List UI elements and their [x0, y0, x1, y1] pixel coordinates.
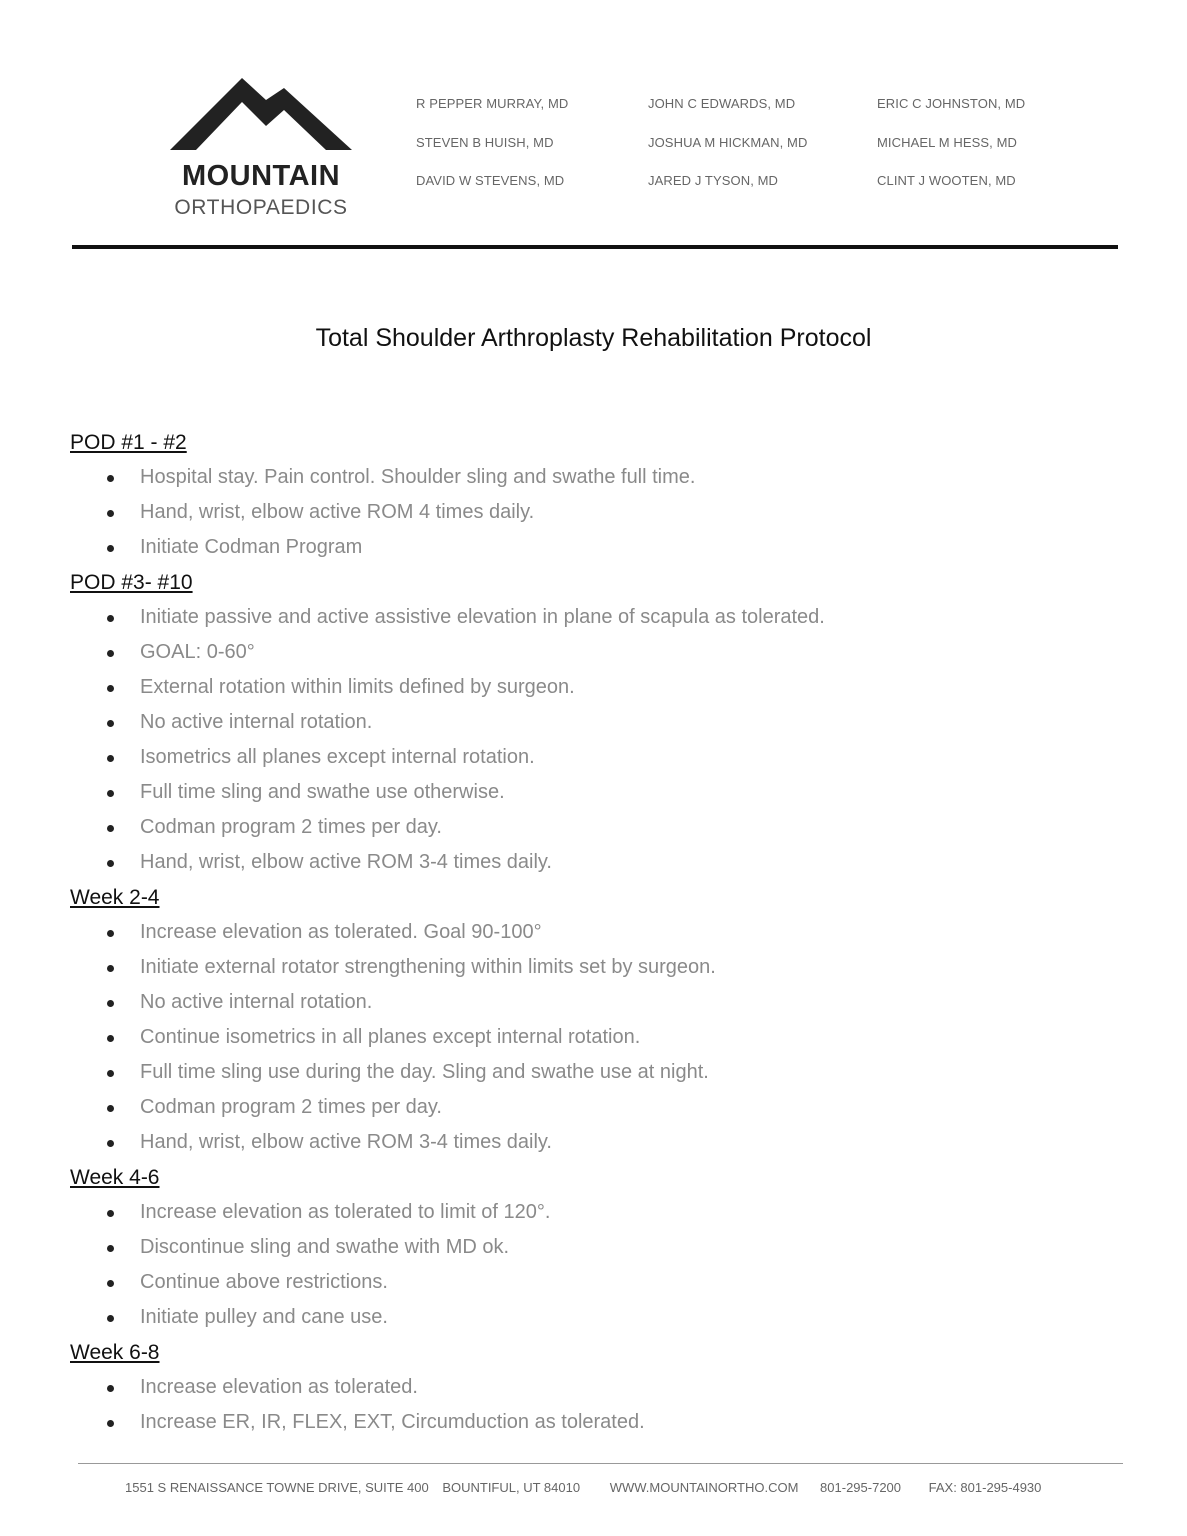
bullet-icon [107, 1140, 114, 1147]
list-item [70, 915, 1130, 950]
footer-address: 1551 S RENAISSANCE TOWNE DRIVE, SUITE 400 [125, 1480, 429, 1495]
list-item [70, 1370, 1130, 1405]
section-heading: POD #1 - #2 [70, 431, 187, 454]
bullet-icon [107, 1420, 114, 1427]
list-item [70, 950, 1130, 985]
list-item-text: Increase ER, IR, FLEX, EXT, Circumduction as tolerated. [140, 1411, 645, 1433]
physician-name: ERIC C JOHNSTON, MD [877, 96, 1026, 111]
physician-name: DAVID W STEVENS, MD [416, 173, 565, 188]
bullet-icon [107, 1035, 114, 1042]
list-item [70, 1300, 1130, 1335]
footer-phone: 801-295-7200 [820, 1480, 902, 1495]
list-item-text: Increase elevation as tolerated. Goal 90-100° [140, 921, 542, 943]
list-item [70, 530, 1130, 565]
document-title: Total Shoulder Arthroplasty Rehabilitation Protocol [315, 324, 872, 352]
list-item-text: Initiate pulley and cane use. [140, 1306, 388, 1328]
bullet-icon [107, 1070, 114, 1077]
list-item-text: Continue isometrics in all planes except internal rotation. [140, 1026, 641, 1048]
bullet-icon [107, 825, 114, 832]
list-item [70, 740, 1130, 775]
list-item-text: External rotation within limits defined by surgeon. [140, 676, 575, 698]
list-item [70, 985, 1130, 1020]
list-item [70, 670, 1130, 705]
bullet-icon [107, 1280, 114, 1287]
bullet-icon [107, 650, 114, 657]
list-item-text: Increase elevation as tolerated to limit of 120°. [140, 1201, 551, 1223]
list-item-text: GOAL: 0-60° [140, 641, 255, 663]
bullet-icon [107, 1315, 114, 1322]
list-item-text: Hospital stay. Pain control. Shoulder sling and swathe full time. [140, 466, 696, 488]
bullet-icon [107, 720, 114, 727]
protocol-content [70, 425, 1130, 1440]
list-item-text: Initiate Codman Program [140, 536, 363, 558]
footer-divider [78, 1463, 1123, 1464]
bullet-icon [107, 1245, 114, 1252]
list-item [70, 705, 1130, 740]
list-item-text: Full time sling and swathe use otherwise. [140, 781, 505, 803]
bullet-icon [107, 860, 114, 867]
physician-name: CLINT J WOOTEN, MD [877, 173, 1016, 188]
footer-fax: FAX: 801-295-4930 [928, 1480, 1042, 1495]
list-item [70, 1020, 1130, 1055]
bullet-icon [107, 1000, 114, 1007]
list-item [70, 1230, 1130, 1265]
footer-city: BOUNTIFUL, UT 84010 [442, 1480, 581, 1495]
list-item-text: No active internal rotation. [140, 991, 373, 1013]
list-item [70, 810, 1130, 845]
list-item [70, 1125, 1130, 1160]
list-item [70, 1090, 1130, 1125]
list-item [70, 600, 1130, 635]
header-divider [72, 245, 1118, 249]
list-item [70, 1405, 1130, 1440]
list-item [70, 1265, 1130, 1300]
bullet-icon [107, 1105, 114, 1112]
footer [125, 1480, 1041, 1495]
bullet-icon [107, 790, 114, 797]
list-item-text: Hand, wrist, elbow active ROM 3-4 times daily. [140, 1131, 552, 1153]
mountain-logo-icon [166, 74, 356, 154]
list-item-text: Full time sling use during the day. Sling and swathe use at night. [140, 1061, 709, 1083]
list-item-text: Codman program 2 times per day. [140, 816, 442, 838]
physician-name: STEVEN B HUISH, MD [416, 135, 554, 150]
bullet-icon [107, 545, 114, 552]
list-item-text: Discontinue sling and swathe with MD ok. [140, 1236, 510, 1258]
bullet-icon [107, 755, 114, 762]
bullet-icon [107, 685, 114, 692]
section-heading: Week 4-6 [70, 1166, 160, 1189]
list-item [70, 495, 1130, 530]
list-item-text: Isometrics all planes except internal rotation. [140, 746, 535, 768]
bullet-icon [107, 615, 114, 622]
list-item [70, 845, 1130, 880]
list-item [70, 1055, 1130, 1090]
bullet-icon [107, 965, 114, 972]
physician-name: JOHN C EDWARDS, MD [648, 96, 796, 111]
list-item [70, 460, 1130, 495]
bullet-icon [107, 1210, 114, 1217]
list-item-text: Hand, wrist, elbow active ROM 3-4 times daily. [140, 851, 552, 873]
physician-name: JOSHUA M HICKMAN, MD [648, 135, 808, 150]
physician-name: MICHAEL M HESS, MD [877, 135, 1018, 150]
list-item [70, 775, 1130, 810]
list-item-text: Continue above restrictions. [140, 1271, 388, 1293]
brand-subtitle: ORTHOPAEDICS [174, 196, 348, 219]
list-item-text: Initiate passive and active assistive elevation in plane of scapula as tolerated. [140, 606, 825, 628]
list-item-text: Codman program 2 times per day. [140, 1096, 442, 1118]
list-item [70, 1195, 1130, 1230]
section-heading: Week 2-4 [70, 886, 160, 909]
physician-name: R PEPPER MURRAY, MD [416, 96, 569, 111]
list-item-text: Hand, wrist, elbow active ROM 4 times daily. [140, 501, 535, 523]
list-item-text: Initiate external rotator strengthening within limits set by surgeon. [140, 956, 716, 978]
physician-name: JARED J TYSON, MD [648, 173, 779, 188]
list-item-text: Increase elevation as tolerated. [140, 1376, 418, 1398]
bullet-icon [107, 510, 114, 517]
bullet-icon [107, 1385, 114, 1392]
brand-name: MOUNTAIN [181, 160, 341, 192]
section-heading: POD #3- #10 [70, 571, 193, 594]
section-heading: Week 6-8 [70, 1341, 160, 1364]
footer-website[interactable]: WWW.MOUNTAINORTHO.COM [609, 1480, 799, 1495]
bullet-icon [107, 475, 114, 482]
list-item-text: No active internal rotation. [140, 711, 373, 733]
list-item [70, 635, 1130, 670]
company-logo [163, 74, 363, 224]
bullet-icon [107, 930, 114, 937]
